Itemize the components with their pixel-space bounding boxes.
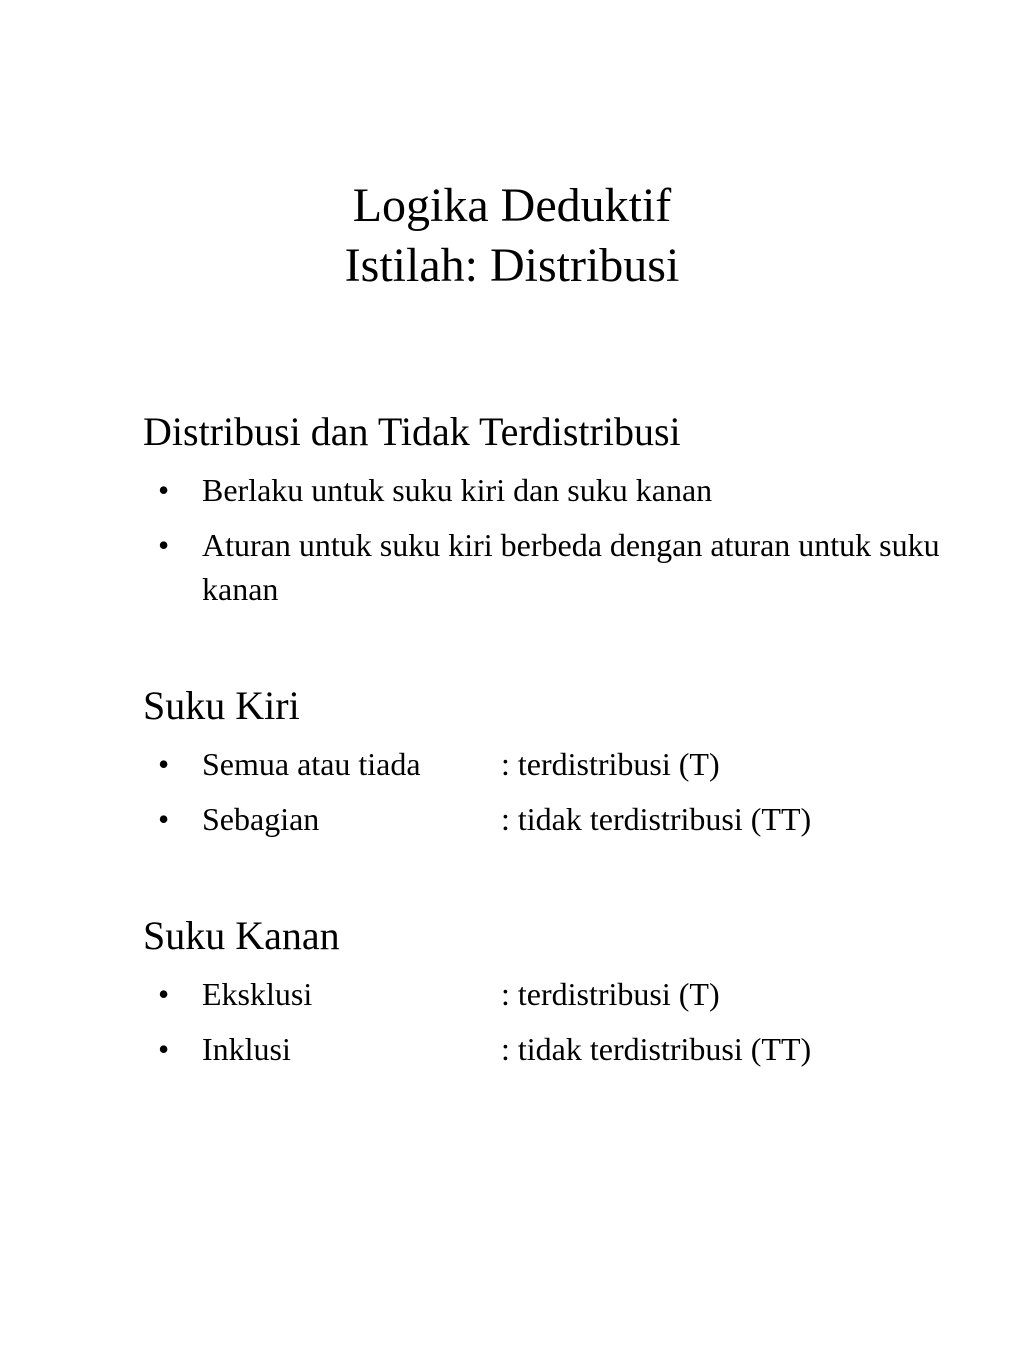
section-heading-distribusi: Distribusi dan Tidak Terdistribusi — [143, 409, 681, 454]
bullet-dot: • — [158, 1031, 170, 1067]
section-heading-suku-kiri: Suku Kiri — [143, 683, 300, 728]
definition-term: Sebagian — [202, 801, 320, 837]
definition-term: Inklusi — [202, 1031, 291, 1067]
bullet-dot: • — [158, 746, 170, 782]
title-line-2: Istilah: Distribusi — [344, 239, 680, 292]
section-heading-suku-kanan: Suku Kanan — [143, 913, 340, 958]
definition-term: Semua atau tiada — [202, 746, 421, 782]
bullet-text: Aturan untuk suku kiri berbeda dengan aturan untuk suku kanan — [202, 527, 940, 607]
bullet-dot: • — [158, 527, 170, 563]
slide-title — [0, 176, 1024, 296]
bullet-dot: • — [158, 801, 170, 837]
bullet-text: Berlaku untuk suku kiri dan suku kanan — [202, 472, 713, 508]
definition-term: Eksklusi — [202, 976, 313, 1012]
definition-value: : tidak terdistribusi (TT) — [501, 1031, 812, 1067]
bullet-dot: • — [158, 472, 170, 508]
definition-value: : terdistribusi (T) — [501, 746, 720, 782]
bullet-dot: • — [158, 976, 170, 1012]
bullet-item — [158, 523, 958, 611]
definition-value: : terdistribusi (T) — [501, 976, 720, 1012]
definition-value: : tidak terdistribusi (TT) — [501, 801, 812, 837]
title-line-1: Logika Deduktif — [352, 179, 672, 232]
